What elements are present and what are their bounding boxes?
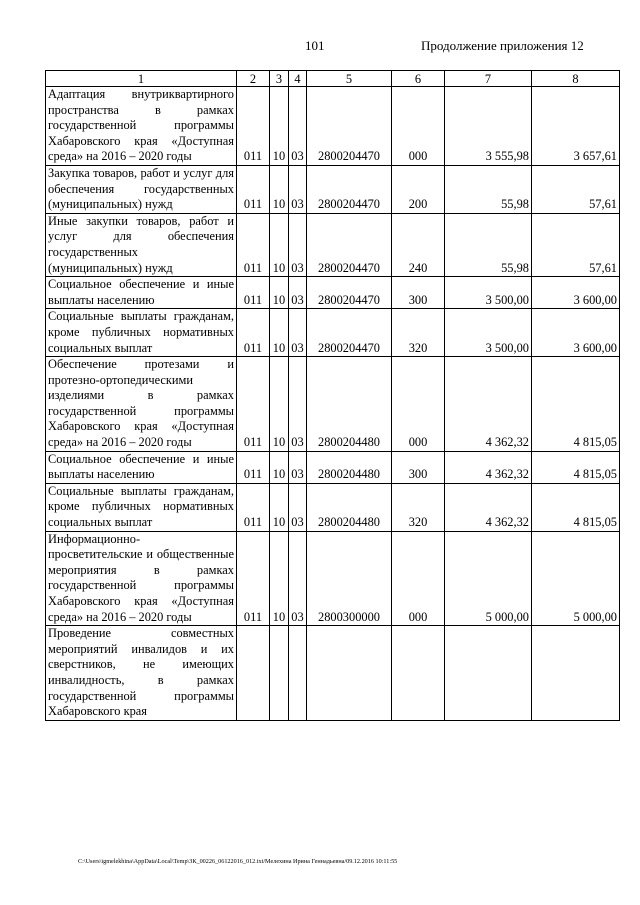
row-name-cell: Социальные выплаты гражданам, кроме публичных нормативных социальных выплат	[46, 309, 237, 357]
column-header: 1	[46, 71, 237, 87]
subsection-code-cell: 03	[289, 213, 307, 276]
column-header: 4	[289, 71, 307, 87]
column-header: 5	[307, 71, 392, 87]
budget-table	[45, 70, 620, 721]
row-name-cell: Адаптация внутриквартирного пространства в рамках государственной программы Хабаровского края «Доступная среда» на 2016 – 2020 годы	[46, 87, 237, 166]
amount-2017-cell	[445, 626, 532, 721]
target-article-cell	[307, 626, 392, 721]
section-code-cell: 10	[270, 483, 289, 531]
table-row	[46, 451, 620, 483]
table-row	[46, 213, 620, 276]
ministry-code-cell: 011	[237, 451, 270, 483]
table-row	[46, 277, 620, 309]
section-code-cell: 10	[270, 309, 289, 357]
expense-type-cell: 300	[392, 277, 445, 309]
target-article-cell: 2800204470	[307, 309, 392, 357]
subsection-code-cell	[289, 626, 307, 721]
row-name-cell: Социальное обеспечение и иные выплаты населению	[46, 451, 237, 483]
amount-2018-cell: 3 600,00	[532, 309, 620, 357]
ministry-code-cell: 011	[237, 357, 270, 452]
section-code-cell: 10	[270, 357, 289, 452]
section-code-cell: 10	[270, 87, 289, 166]
amount-2018-cell: 4 815,05	[532, 451, 620, 483]
subsection-code-cell: 03	[289, 277, 307, 309]
row-name-cell: Проведение совместных мероприятий инвалидов и их сверстников, не имеющих инвалидность, в рамках государственной программы Хабаровского края	[46, 626, 237, 721]
expense-type-cell: 200	[392, 165, 445, 213]
table-body	[46, 87, 620, 721]
target-article-cell: 2800204470	[307, 277, 392, 309]
subsection-code-cell: 03	[289, 483, 307, 531]
expense-type-cell: 320	[392, 309, 445, 357]
expense-type-cell: 240	[392, 213, 445, 276]
amount-2017-cell: 5 000,00	[445, 531, 532, 626]
ministry-code-cell: 011	[237, 165, 270, 213]
row-name-cell: Социальное обеспечение и иные выплаты населению	[46, 277, 237, 309]
amount-2018-cell: 3 657,61	[532, 87, 620, 166]
section-code-cell: 10	[270, 531, 289, 626]
expense-type-cell: 320	[392, 483, 445, 531]
amount-2017-cell: 3 500,00	[445, 277, 532, 309]
amount-2017-cell: 55,98	[445, 213, 532, 276]
section-code-cell: 10	[270, 277, 289, 309]
ministry-code-cell	[237, 626, 270, 721]
row-name-cell: Обеспечение протезами и протезно-ортопедическими изделиями в рамках государственной программы Хабаровского края «Доступная среда» на 2016 – 2020 годы	[46, 357, 237, 452]
row-name-cell: Закупка товаров, работ и услуг для обеспечения государственных (муниципальных) нужд	[46, 165, 237, 213]
amount-2017-cell: 4 362,32	[445, 483, 532, 531]
column-header: 2	[237, 71, 270, 87]
ministry-code-cell: 011	[237, 87, 270, 166]
subsection-code-cell: 03	[289, 451, 307, 483]
column-header: 8	[532, 71, 620, 87]
target-article-cell: 2800300000	[307, 531, 392, 626]
table-header	[46, 71, 620, 87]
table-row	[46, 357, 620, 452]
table-row	[46, 87, 620, 166]
section-code-cell: 10	[270, 451, 289, 483]
target-article-cell: 2800204480	[307, 451, 392, 483]
target-article-cell: 2800204480	[307, 483, 392, 531]
table-row	[46, 483, 620, 531]
expense-type-cell: 000	[392, 87, 445, 166]
ministry-code-cell: 011	[237, 309, 270, 357]
row-name-cell: Социальные выплаты гражданам, кроме публичных нормативных социальных выплат	[46, 483, 237, 531]
target-article-cell: 2800204470	[307, 165, 392, 213]
page-number: 101	[305, 38, 325, 53]
section-code-cell: 10	[270, 213, 289, 276]
amount-2017-cell: 3 555,98	[445, 87, 532, 166]
ministry-code-cell: 011	[237, 277, 270, 309]
ministry-code-cell: 011	[237, 213, 270, 276]
subsection-code-cell: 03	[289, 309, 307, 357]
amount-2017-cell: 55,98	[445, 165, 532, 213]
subsection-code-cell: 03	[289, 531, 307, 626]
table-row	[46, 165, 620, 213]
amount-2017-cell: 3 500,00	[445, 309, 532, 357]
target-article-cell: 2800204470	[307, 213, 392, 276]
amount-2018-cell: 3 600,00	[532, 277, 620, 309]
table-header-row	[46, 71, 620, 87]
section-code-cell: 10	[270, 165, 289, 213]
appendix-continuation-label: Продолжение приложения 12	[421, 38, 584, 53]
subsection-code-cell: 03	[289, 87, 307, 166]
expense-type-cell: 000	[392, 357, 445, 452]
amount-2018-cell: 5 000,00	[532, 531, 620, 626]
section-code-cell	[270, 626, 289, 721]
amount-2017-cell: 4 362,32	[445, 357, 532, 452]
amount-2017-cell: 4 362,32	[445, 451, 532, 483]
row-name-cell: Информационно-просветительские и общественные мероприятия в рамках государственной программы Хабаровского края «Доступная среда» на 2016 – 2020 годы	[46, 531, 237, 626]
table-row	[46, 309, 620, 357]
column-header: 3	[270, 71, 289, 87]
amount-2018-cell: 57,61	[532, 213, 620, 276]
amount-2018-cell: 57,61	[532, 165, 620, 213]
amount-2018-cell: 4 815,05	[532, 483, 620, 531]
target-article-cell: 2800204470	[307, 87, 392, 166]
ministry-code-cell: 011	[237, 531, 270, 626]
expense-type-cell: 000	[392, 531, 445, 626]
subsection-code-cell: 03	[289, 165, 307, 213]
column-header: 7	[445, 71, 532, 87]
ministry-code-cell: 011	[237, 483, 270, 531]
file-path-footer: C:\Users\igmelekhina\AppData\Local\Temp\ЗК_00226_06122016_012.txt/Мелехина Ирина Геннадьевна/09.12.2016 10:11:55	[78, 858, 398, 865]
row-name-cell: Иные закупки товаров, работ и услуг для обеспечения государственных (муниципальных) нужд	[46, 213, 237, 276]
table-row	[46, 626, 620, 721]
target-article-cell: 2800204480	[307, 357, 392, 452]
amount-2018-cell	[532, 626, 620, 721]
subsection-code-cell: 03	[289, 357, 307, 452]
expense-type-cell	[392, 626, 445, 721]
column-header: 6	[392, 71, 445, 87]
expense-type-cell: 300	[392, 451, 445, 483]
amount-2018-cell: 4 815,05	[532, 357, 620, 452]
table-row	[46, 531, 620, 626]
